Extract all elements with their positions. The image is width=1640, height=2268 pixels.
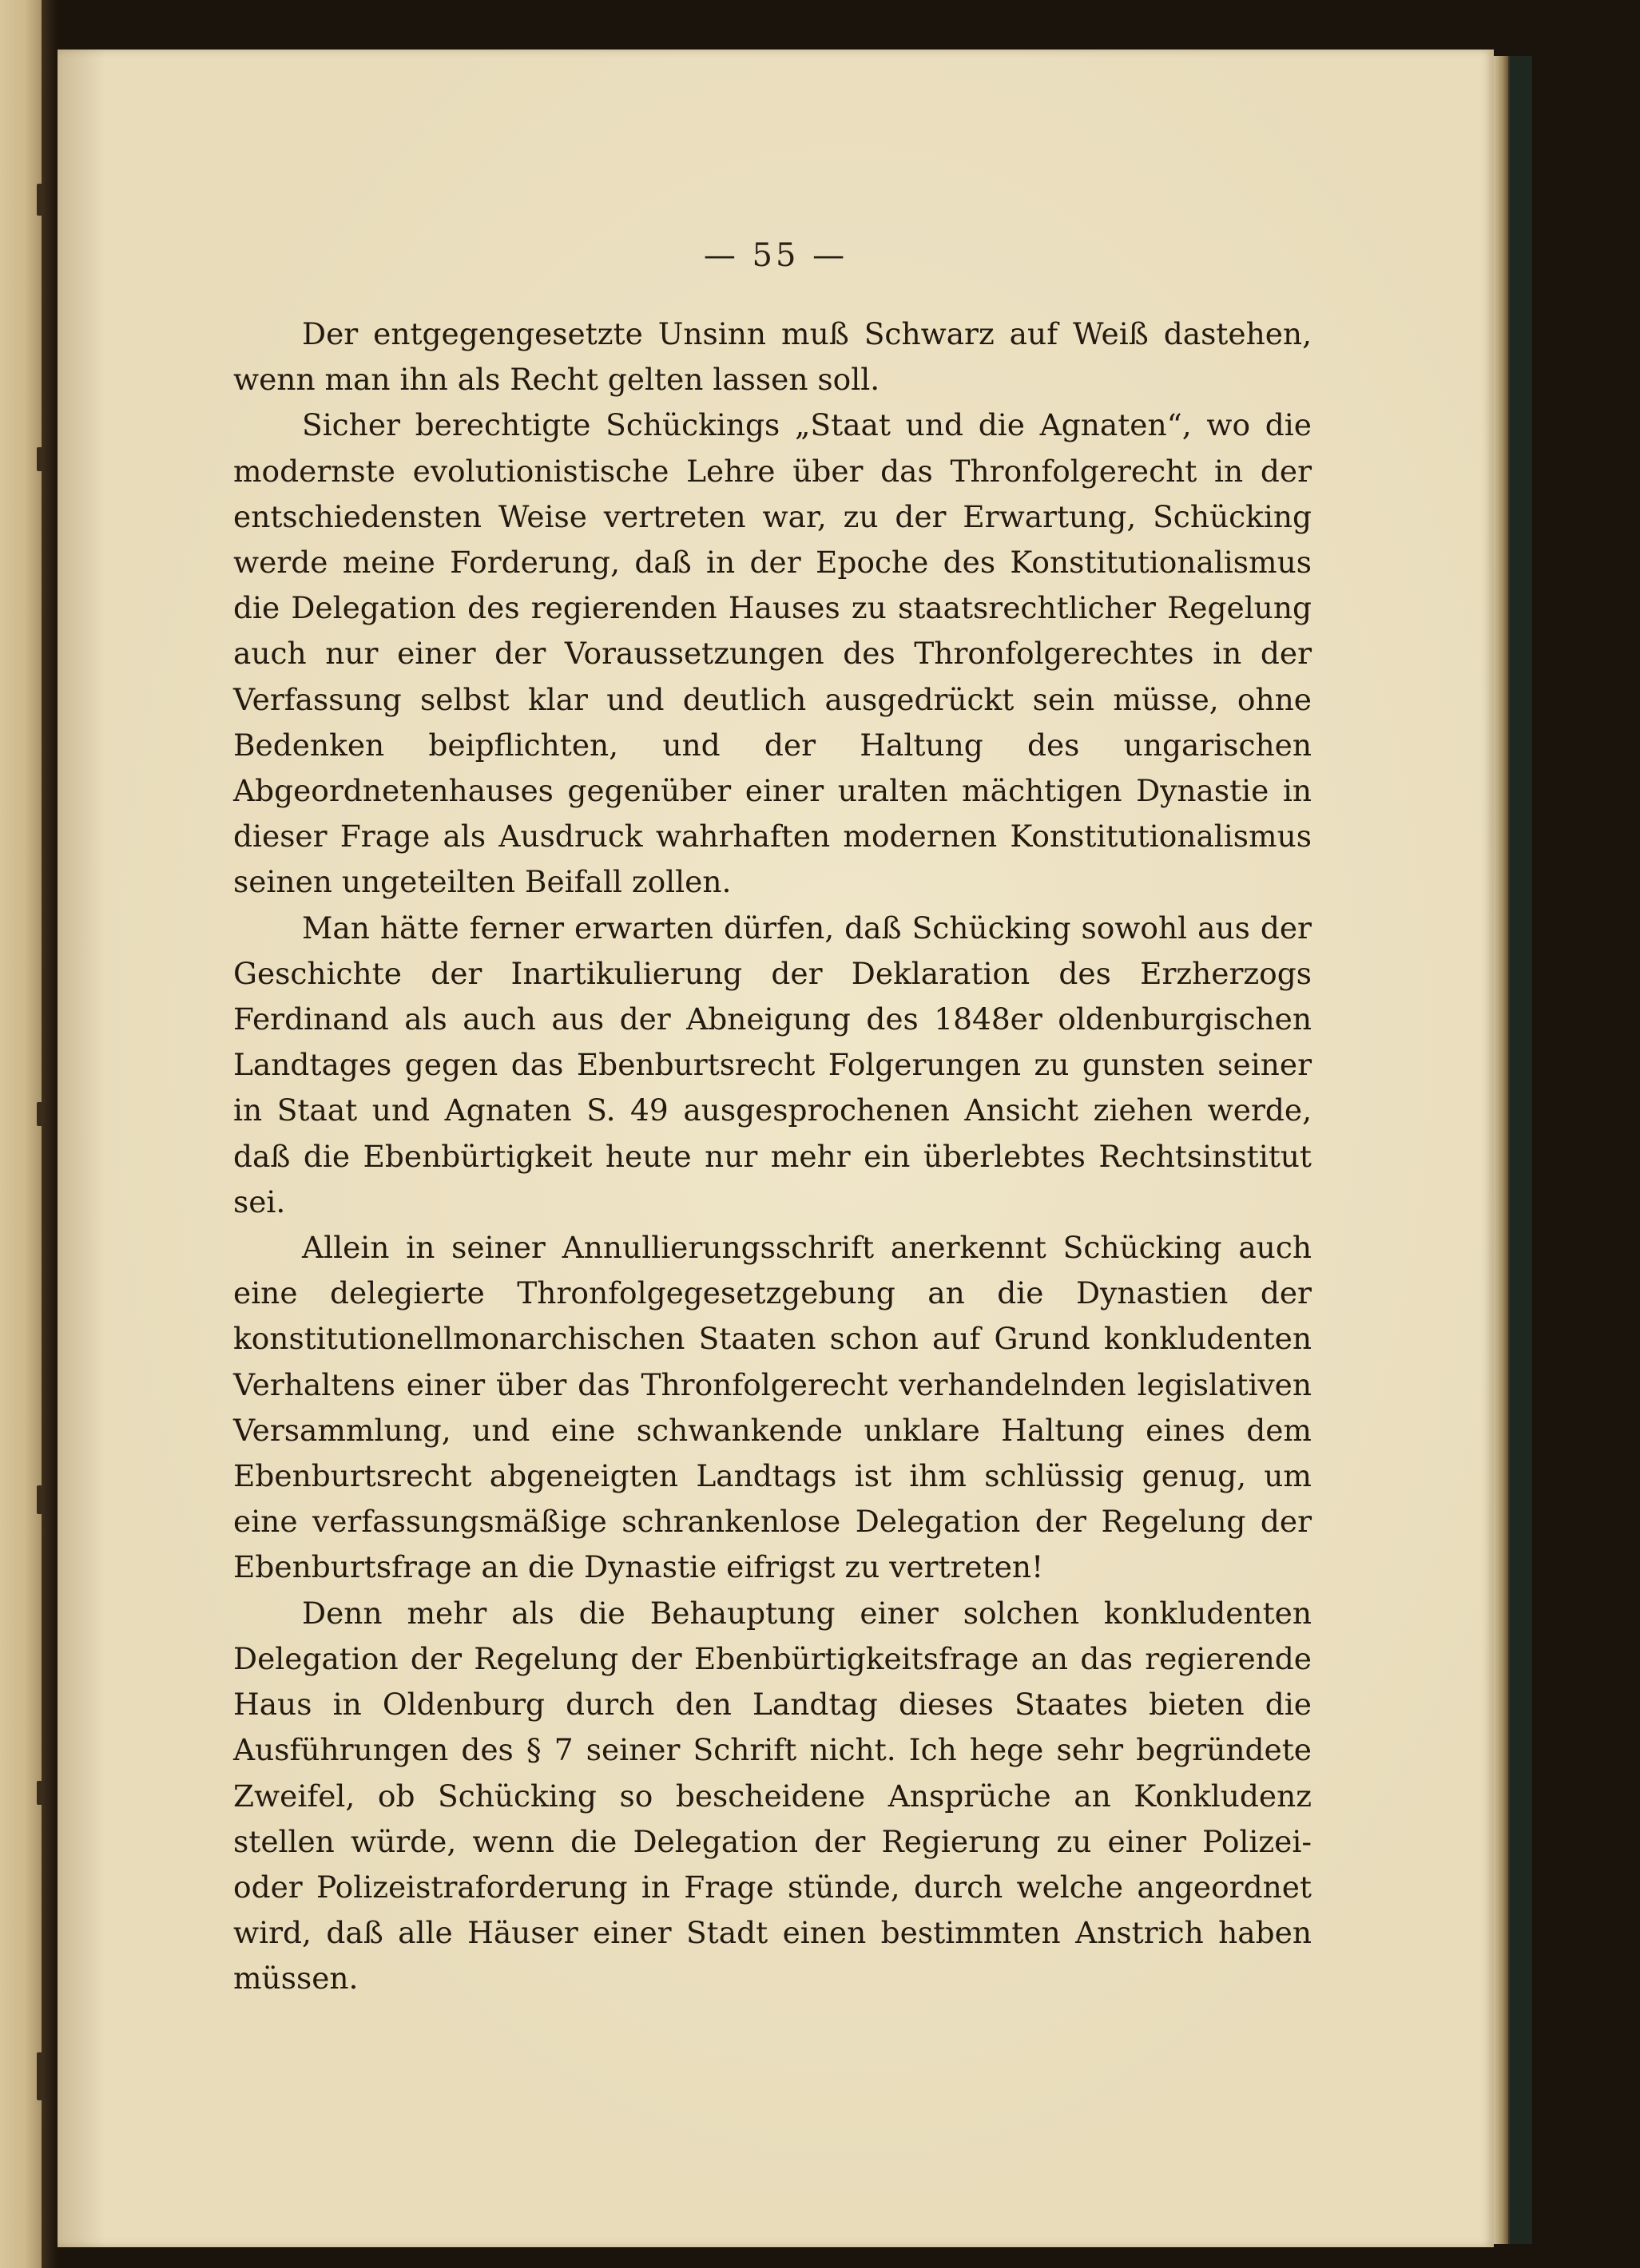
- paragraph: Man hätte ferner erwarten dürfen, daß Schücking sowohl aus der Geschichte der Inartikulierung der Deklaration des Erzherzogs Ferdinand als auch aus der Abneigung des 1848er oldenburgischen Landtages gegen das Ebenburtsrecht Folgerungen zu gunsten seiner in Staat und Agnaten S. 49 ausgesprochenen Ansicht ziehen werde, daß die Ebenbürtigkeit heute nur mehr ein überlebtes Rechtsinstitut sei.: [233, 910, 1312, 1219]
- book-page: [58, 50, 1494, 2247]
- previous-page-edge: [0, 0, 42, 2268]
- page-block-edge: [1494, 56, 1508, 2244]
- book-cover-edge: [1508, 56, 1532, 2244]
- paragraph: Der entgegengesetzte Unsinn muß Schwarz auf Weiß dastehen, wenn man ihn als Recht gelten lassen soll.: [233, 316, 1312, 398]
- book-gutter: [42, 0, 58, 2268]
- paragraph: Sicher berechtigte Schückings „Staat und die Agnaten“, wo die modernste evolutionistische Lehre über das Thronfolgerecht in der entschiedensten Weise vertreten war, zu der Erwartung, Schücking werde meine Forderung, daß in der Epoche des Konstitutionalismus die Delegation des regierenden Hauses zu staatsrechtlicher Regelung auch nur einer der Voraussetzungen des Thronfolgerechtes in der Verfassung selbst klar und deutlich ausgedrückt sein müsse, ohne Bedenken beipflichten, und der Haltung des ungarischen Abgeordnetenhauses gegenüber einer uralten mächtigen Dynastie in dieser Frage als Ausdruck wahrhaften modernen Konstitutionalismus seinen ungeteilten Beifall zollen.: [233, 407, 1312, 900]
- paragraph: Denn mehr als die Behauptung einer solchen konkludenten Delegation der Regelung der Ebenbürtigkeitsfrage an das regierende Haus in Oldenburg durch den Landtag dieses Staates bieten die Ausführungen des § 7 seiner Schrift nicht. Ich hege sehr begründete Zweifel, ob Schücking so bescheidene Ansprüche an Konkludenz stellen würde, wenn die Delegation der Regierung zu einer Polizei- oder Polizeistraforderung in Frage stünde, durch welche angeordnet wird, daß alle Häuser einer Stadt einen bestimmten Anstrich haben müssen.: [233, 1595, 1312, 1996]
- page-text: [233, 311, 1312, 2002]
- page-number: — 55 —: [703, 237, 848, 274]
- paragraph: Allein in seiner Annullierungsschrift anerkennt Schücking auch eine delegierte Thronfolgegesetzgebung an die Dynastien der konstitutionellmonarchischen Staaten schon auf Grund konkludenten Verhaltens einer über das Thronfolgerecht verhandelnden legislativen Versammlung, und eine schwankende unklare Haltung eines dem Ebenburtsrecht abgeneigten Landtags ist ihm schlüssig genug, um eine verfassungsmäßige schrankenlose Delegation der Regelung der Ebenburtsfrage an die Dynastie eifrigst zu vertreten!: [233, 1230, 1312, 1585]
